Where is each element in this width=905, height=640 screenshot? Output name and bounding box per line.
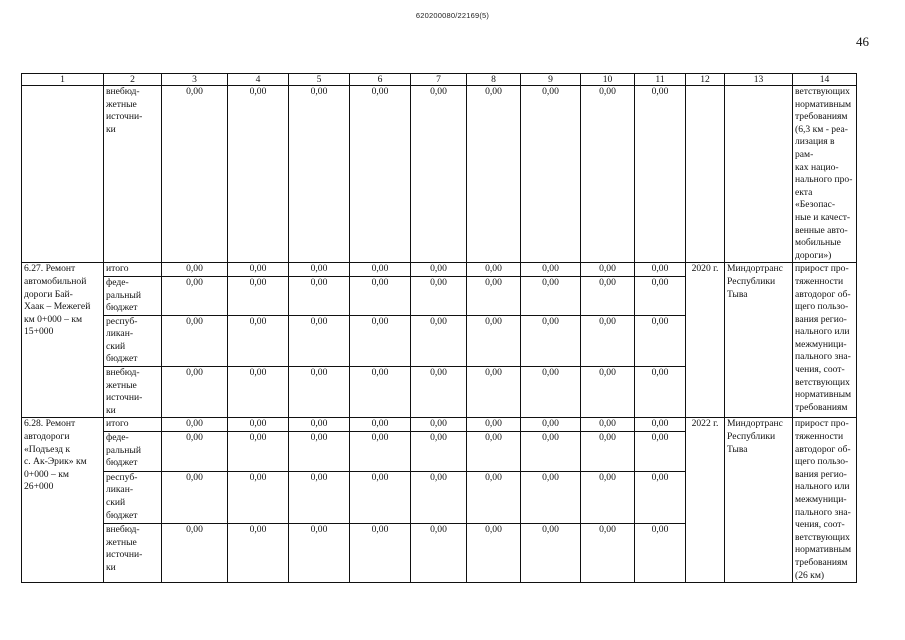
item-name-cell: 6.27. Ремонт автомобильной дороги Бай- Хаак – Межегей км 0+000 – км 15+000 xyxy=(22,263,104,418)
amount-cell: 0,00 xyxy=(521,524,581,583)
column-number: 5 xyxy=(289,74,350,86)
amount-cell: 0,00 xyxy=(228,367,289,418)
funding-row xyxy=(22,418,857,432)
amount-cell: 0,00 xyxy=(635,524,686,583)
funding-row xyxy=(22,263,857,277)
amount-cell: 0,00 xyxy=(289,432,350,471)
amount-cell: 0,00 xyxy=(467,86,521,263)
amount-cell: 0,00 xyxy=(162,432,228,471)
column-number: 8 xyxy=(467,74,521,86)
amount-cell: 0,00 xyxy=(162,315,228,366)
amount-cell: 0,00 xyxy=(635,315,686,366)
column-number: 7 xyxy=(411,74,467,86)
year-cell xyxy=(686,86,725,263)
amount-cell: 0,00 xyxy=(350,524,411,583)
responsible-org-cell xyxy=(725,86,793,263)
amount-cell: 0,00 xyxy=(228,263,289,277)
amount-cell: 0,00 xyxy=(521,86,581,263)
amount-cell: 0,00 xyxy=(162,263,228,277)
amount-cell: 0,00 xyxy=(467,367,521,418)
amount-cell: 0,00 xyxy=(635,432,686,471)
amount-cell: 0,00 xyxy=(289,471,350,523)
amount-cell: 0,00 xyxy=(467,315,521,366)
expected-result-cell: прирост про- тяженности автодорог об- щего пользо- вания регио- нального или межмуници- пального зна- чения, соот- ветствующих нормативным требованиям xyxy=(793,263,857,418)
column-number: 3 xyxy=(162,74,228,86)
column-number: 14 xyxy=(793,74,857,86)
amount-cell: 0,00 xyxy=(635,418,686,432)
column-number: 10 xyxy=(581,74,635,86)
amount-cell: 0,00 xyxy=(350,367,411,418)
amount-cell: 0,00 xyxy=(411,524,467,583)
amount-cell: 0,00 xyxy=(467,524,521,583)
amount-cell: 0,00 xyxy=(411,471,467,523)
document-id: 620200080/22169(5) xyxy=(415,11,490,20)
column-number: 11 xyxy=(635,74,686,86)
amount-cell: 0,00 xyxy=(228,471,289,523)
amount-cell: 0,00 xyxy=(581,367,635,418)
amount-cell: 0,00 xyxy=(350,432,411,471)
funding-source-cell: итого xyxy=(104,263,162,277)
amount-cell: 0,00 xyxy=(635,471,686,523)
amount-cell: 0,00 xyxy=(521,367,581,418)
amount-cell: 0,00 xyxy=(581,276,635,315)
amount-cell: 0,00 xyxy=(581,471,635,523)
amount-cell: 0,00 xyxy=(411,418,467,432)
amount-cell: 0,00 xyxy=(467,263,521,277)
column-number: 13 xyxy=(725,74,793,86)
amount-cell: 0,00 xyxy=(162,367,228,418)
amount-cell: 0,00 xyxy=(521,471,581,523)
amount-cell: 0,00 xyxy=(635,367,686,418)
column-number: 6 xyxy=(350,74,411,86)
item-name-cell: 6.28. Ремонт автодороги «Подъезд к с. Ак-Эрик» км 0+000 – км 26+000 xyxy=(22,418,104,583)
funding-source-cell: внебюд- жетные источни- ки xyxy=(104,86,162,263)
amount-cell: 0,00 xyxy=(162,86,228,263)
amount-cell: 0,00 xyxy=(289,86,350,263)
column-number-row xyxy=(22,74,857,86)
amount-cell: 0,00 xyxy=(521,432,581,471)
responsible-org-cell: Миндортранс Республики Тыва xyxy=(725,263,793,418)
amount-cell: 0,00 xyxy=(635,276,686,315)
year-cell: 2020 г. xyxy=(686,263,725,418)
funding-source-cell: внебюд- жетные источни- ки xyxy=(104,367,162,418)
responsible-org-cell: Миндортранс Республики Тыва xyxy=(725,418,793,583)
amount-cell: 0,00 xyxy=(411,276,467,315)
amount-cell: 0,00 xyxy=(581,86,635,263)
amount-cell: 0,00 xyxy=(289,418,350,432)
amount-cell: 0,00 xyxy=(411,367,467,418)
amount-cell: 0,00 xyxy=(581,524,635,583)
column-number: 1 xyxy=(22,74,104,86)
amount-cell: 0,00 xyxy=(228,432,289,471)
amount-cell: 0,00 xyxy=(162,276,228,315)
column-number: 12 xyxy=(686,74,725,86)
amount-cell: 0,00 xyxy=(521,276,581,315)
amount-cell: 0,00 xyxy=(635,263,686,277)
amount-cell: 0,00 xyxy=(350,315,411,366)
amount-cell: 0,00 xyxy=(467,432,521,471)
amount-cell: 0,00 xyxy=(228,276,289,315)
amount-cell: 0,00 xyxy=(581,263,635,277)
amount-cell: 0,00 xyxy=(521,418,581,432)
amount-cell: 0,00 xyxy=(228,86,289,263)
continuation-row xyxy=(22,86,857,263)
amount-cell: 0,00 xyxy=(228,524,289,583)
amount-cell: 0,00 xyxy=(350,263,411,277)
amount-cell: 0,00 xyxy=(350,471,411,523)
amount-cell: 0,00 xyxy=(162,524,228,583)
column-number: 2 xyxy=(104,74,162,86)
amount-cell: 0,00 xyxy=(521,263,581,277)
amount-cell: 0,00 xyxy=(581,418,635,432)
amount-cell: 0,00 xyxy=(411,315,467,366)
funding-source-cell: респуб- ликан- ский бюджет xyxy=(104,471,162,523)
amount-cell: 0,00 xyxy=(289,367,350,418)
amount-cell: 0,00 xyxy=(162,418,228,432)
column-number: 9 xyxy=(521,74,581,86)
expected-result-cell: ветствующих нормативным требованиям (6,3 км - реа- лизация в рам- ках нацио- нального про- екта «Безопас- ные и качест- венные авто- мобильные дороги») xyxy=(793,86,857,263)
funding-source-cell: феде- ральный бюджет xyxy=(104,432,162,471)
amount-cell: 0,00 xyxy=(635,86,686,263)
amount-cell: 0,00 xyxy=(289,524,350,583)
amount-cell: 0,00 xyxy=(411,86,467,263)
program-table xyxy=(21,73,857,583)
amount-cell: 0,00 xyxy=(289,263,350,277)
amount-cell: 0,00 xyxy=(467,418,521,432)
amount-cell: 0,00 xyxy=(228,315,289,366)
amount-cell: 0,00 xyxy=(467,471,521,523)
amount-cell: 0,00 xyxy=(289,315,350,366)
amount-cell: 0,00 xyxy=(581,315,635,366)
amount-cell: 0,00 xyxy=(521,315,581,366)
funding-source-cell: внебюд- жетные источни- ки xyxy=(104,524,162,583)
amount-cell: 0,00 xyxy=(162,471,228,523)
amount-cell: 0,00 xyxy=(350,418,411,432)
amount-cell: 0,00 xyxy=(467,276,521,315)
amount-cell: 0,00 xyxy=(289,276,350,315)
amount-cell: 0,00 xyxy=(411,432,467,471)
amount-cell: 0,00 xyxy=(350,86,411,263)
year-cell: 2022 г. xyxy=(686,418,725,583)
amount-cell: 0,00 xyxy=(228,418,289,432)
funding-source-cell: итого xyxy=(104,418,162,432)
expected-result-cell: прирост про- тяженности автодорог об- щего пользо- вания регио- нального или межмуници- пального зна- чения, соот- ветствующих нормативным требованиям (26 км) xyxy=(793,418,857,583)
amount-cell: 0,00 xyxy=(411,263,467,277)
amount-cell: 0,00 xyxy=(350,276,411,315)
page-number: 46 xyxy=(856,34,869,49)
column-number: 4 xyxy=(228,74,289,86)
funding-source-cell: респуб- ликан- ский бюджет xyxy=(104,315,162,366)
item-name-cell xyxy=(22,86,104,263)
funding-source-cell: феде- ральный бюджет xyxy=(104,276,162,315)
amount-cell: 0,00 xyxy=(581,432,635,471)
